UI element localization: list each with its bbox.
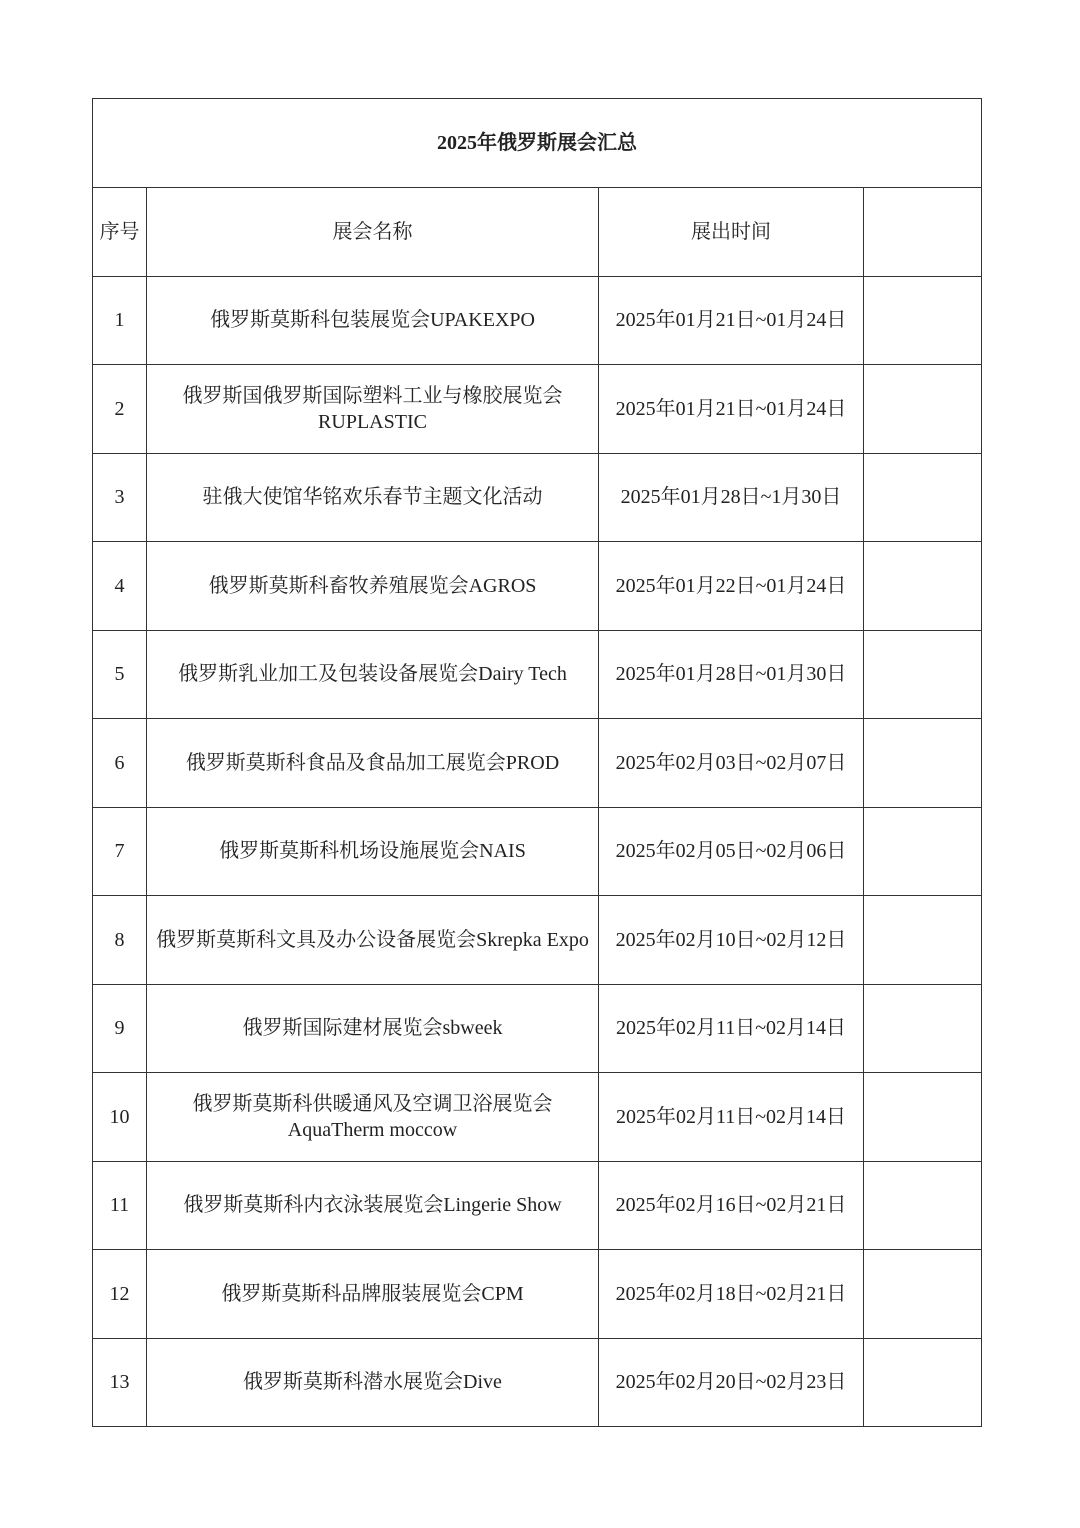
row-index: 1 xyxy=(93,276,147,365)
header-extra xyxy=(864,188,982,277)
table-row xyxy=(93,1338,982,1427)
exhibition-table xyxy=(92,98,982,1427)
header-row xyxy=(93,188,982,277)
row-extra xyxy=(864,807,982,896)
row-extra xyxy=(864,1073,982,1162)
table-row xyxy=(93,719,982,808)
row-time: 2025年02月03日~02月07日 xyxy=(599,719,864,808)
row-extra xyxy=(864,1161,982,1250)
row-index: 8 xyxy=(93,896,147,985)
row-time: 2025年01月22日~01月24日 xyxy=(599,542,864,631)
row-index: 6 xyxy=(93,719,147,808)
row-name: 俄罗斯莫斯科文具及办公设备展览会Skrepka Expo xyxy=(147,896,599,985)
row-name: 俄罗斯国俄罗斯国际塑料工业与橡胶展览会RUPLASTIC xyxy=(147,365,599,454)
row-time: 2025年01月21日~01月24日 xyxy=(599,365,864,454)
row-extra xyxy=(864,453,982,542)
table-title: 2025年俄罗斯展会汇总 xyxy=(93,99,982,188)
row-extra xyxy=(864,365,982,454)
row-name: 俄罗斯莫斯科潜水展览会Dive xyxy=(147,1338,599,1427)
row-index: 4 xyxy=(93,542,147,631)
row-name: 俄罗斯莫斯科畜牧养殖展览会AGROS xyxy=(147,542,599,631)
row-index: 13 xyxy=(93,1338,147,1427)
table-row xyxy=(93,1250,982,1339)
table-row xyxy=(93,1161,982,1250)
table-row xyxy=(93,276,982,365)
row-extra xyxy=(864,1338,982,1427)
row-extra xyxy=(864,542,982,631)
header-index: 序号 xyxy=(93,188,147,277)
row-time: 2025年01月28日~1月30日 xyxy=(599,453,864,542)
row-index: 9 xyxy=(93,984,147,1073)
row-index: 7 xyxy=(93,807,147,896)
row-name: 俄罗斯莫斯科机场设施展览会NAIS xyxy=(147,807,599,896)
row-time: 2025年02月16日~02月21日 xyxy=(599,1161,864,1250)
table-row xyxy=(93,984,982,1073)
row-index: 10 xyxy=(93,1073,147,1162)
row-extra xyxy=(864,896,982,985)
row-name: 俄罗斯莫斯科内衣泳装展览会Lingerie Show xyxy=(147,1161,599,1250)
row-extra xyxy=(864,984,982,1073)
row-time: 2025年01月28日~01月30日 xyxy=(599,630,864,719)
row-time: 2025年01月21日~01月24日 xyxy=(599,276,864,365)
row-time: 2025年02月05日~02月06日 xyxy=(599,807,864,896)
table-row xyxy=(93,365,982,454)
row-time: 2025年02月11日~02月14日 xyxy=(599,984,864,1073)
row-name: 俄罗斯国际建材展览会sbweek xyxy=(147,984,599,1073)
row-name: 驻俄大使馆华铭欢乐春节主题文化活动 xyxy=(147,453,599,542)
row-name: 俄罗斯莫斯科供暖通风及空调卫浴展览会AquaTherm moccow xyxy=(147,1073,599,1162)
table-row xyxy=(93,542,982,631)
table-row xyxy=(93,630,982,719)
header-time: 展出时间 xyxy=(599,188,864,277)
row-name: 俄罗斯莫斯科品牌服装展览会CPM xyxy=(147,1250,599,1339)
table-row xyxy=(93,896,982,985)
row-name: 俄罗斯莫斯科包装展览会UPAKEXPO xyxy=(147,276,599,365)
row-index: 11 xyxy=(93,1161,147,1250)
row-time: 2025年02月11日~02月14日 xyxy=(599,1073,864,1162)
row-extra xyxy=(864,630,982,719)
header-name: 展会名称 xyxy=(147,188,599,277)
row-time: 2025年02月20日~02月23日 xyxy=(599,1338,864,1427)
row-time: 2025年02月18日~02月21日 xyxy=(599,1250,864,1339)
table-row xyxy=(93,1073,982,1162)
row-time: 2025年02月10日~02月12日 xyxy=(599,896,864,985)
table-row xyxy=(93,453,982,542)
table-row xyxy=(93,807,982,896)
row-extra xyxy=(864,719,982,808)
row-index: 5 xyxy=(93,630,147,719)
row-name: 俄罗斯乳业加工及包装设备展览会Dairy Tech xyxy=(147,630,599,719)
row-extra xyxy=(864,1250,982,1339)
row-index: 3 xyxy=(93,453,147,542)
row-index: 2 xyxy=(93,365,147,454)
row-index: 12 xyxy=(93,1250,147,1339)
row-name: 俄罗斯莫斯科食品及食品加工展览会PROD xyxy=(147,719,599,808)
row-extra xyxy=(864,276,982,365)
